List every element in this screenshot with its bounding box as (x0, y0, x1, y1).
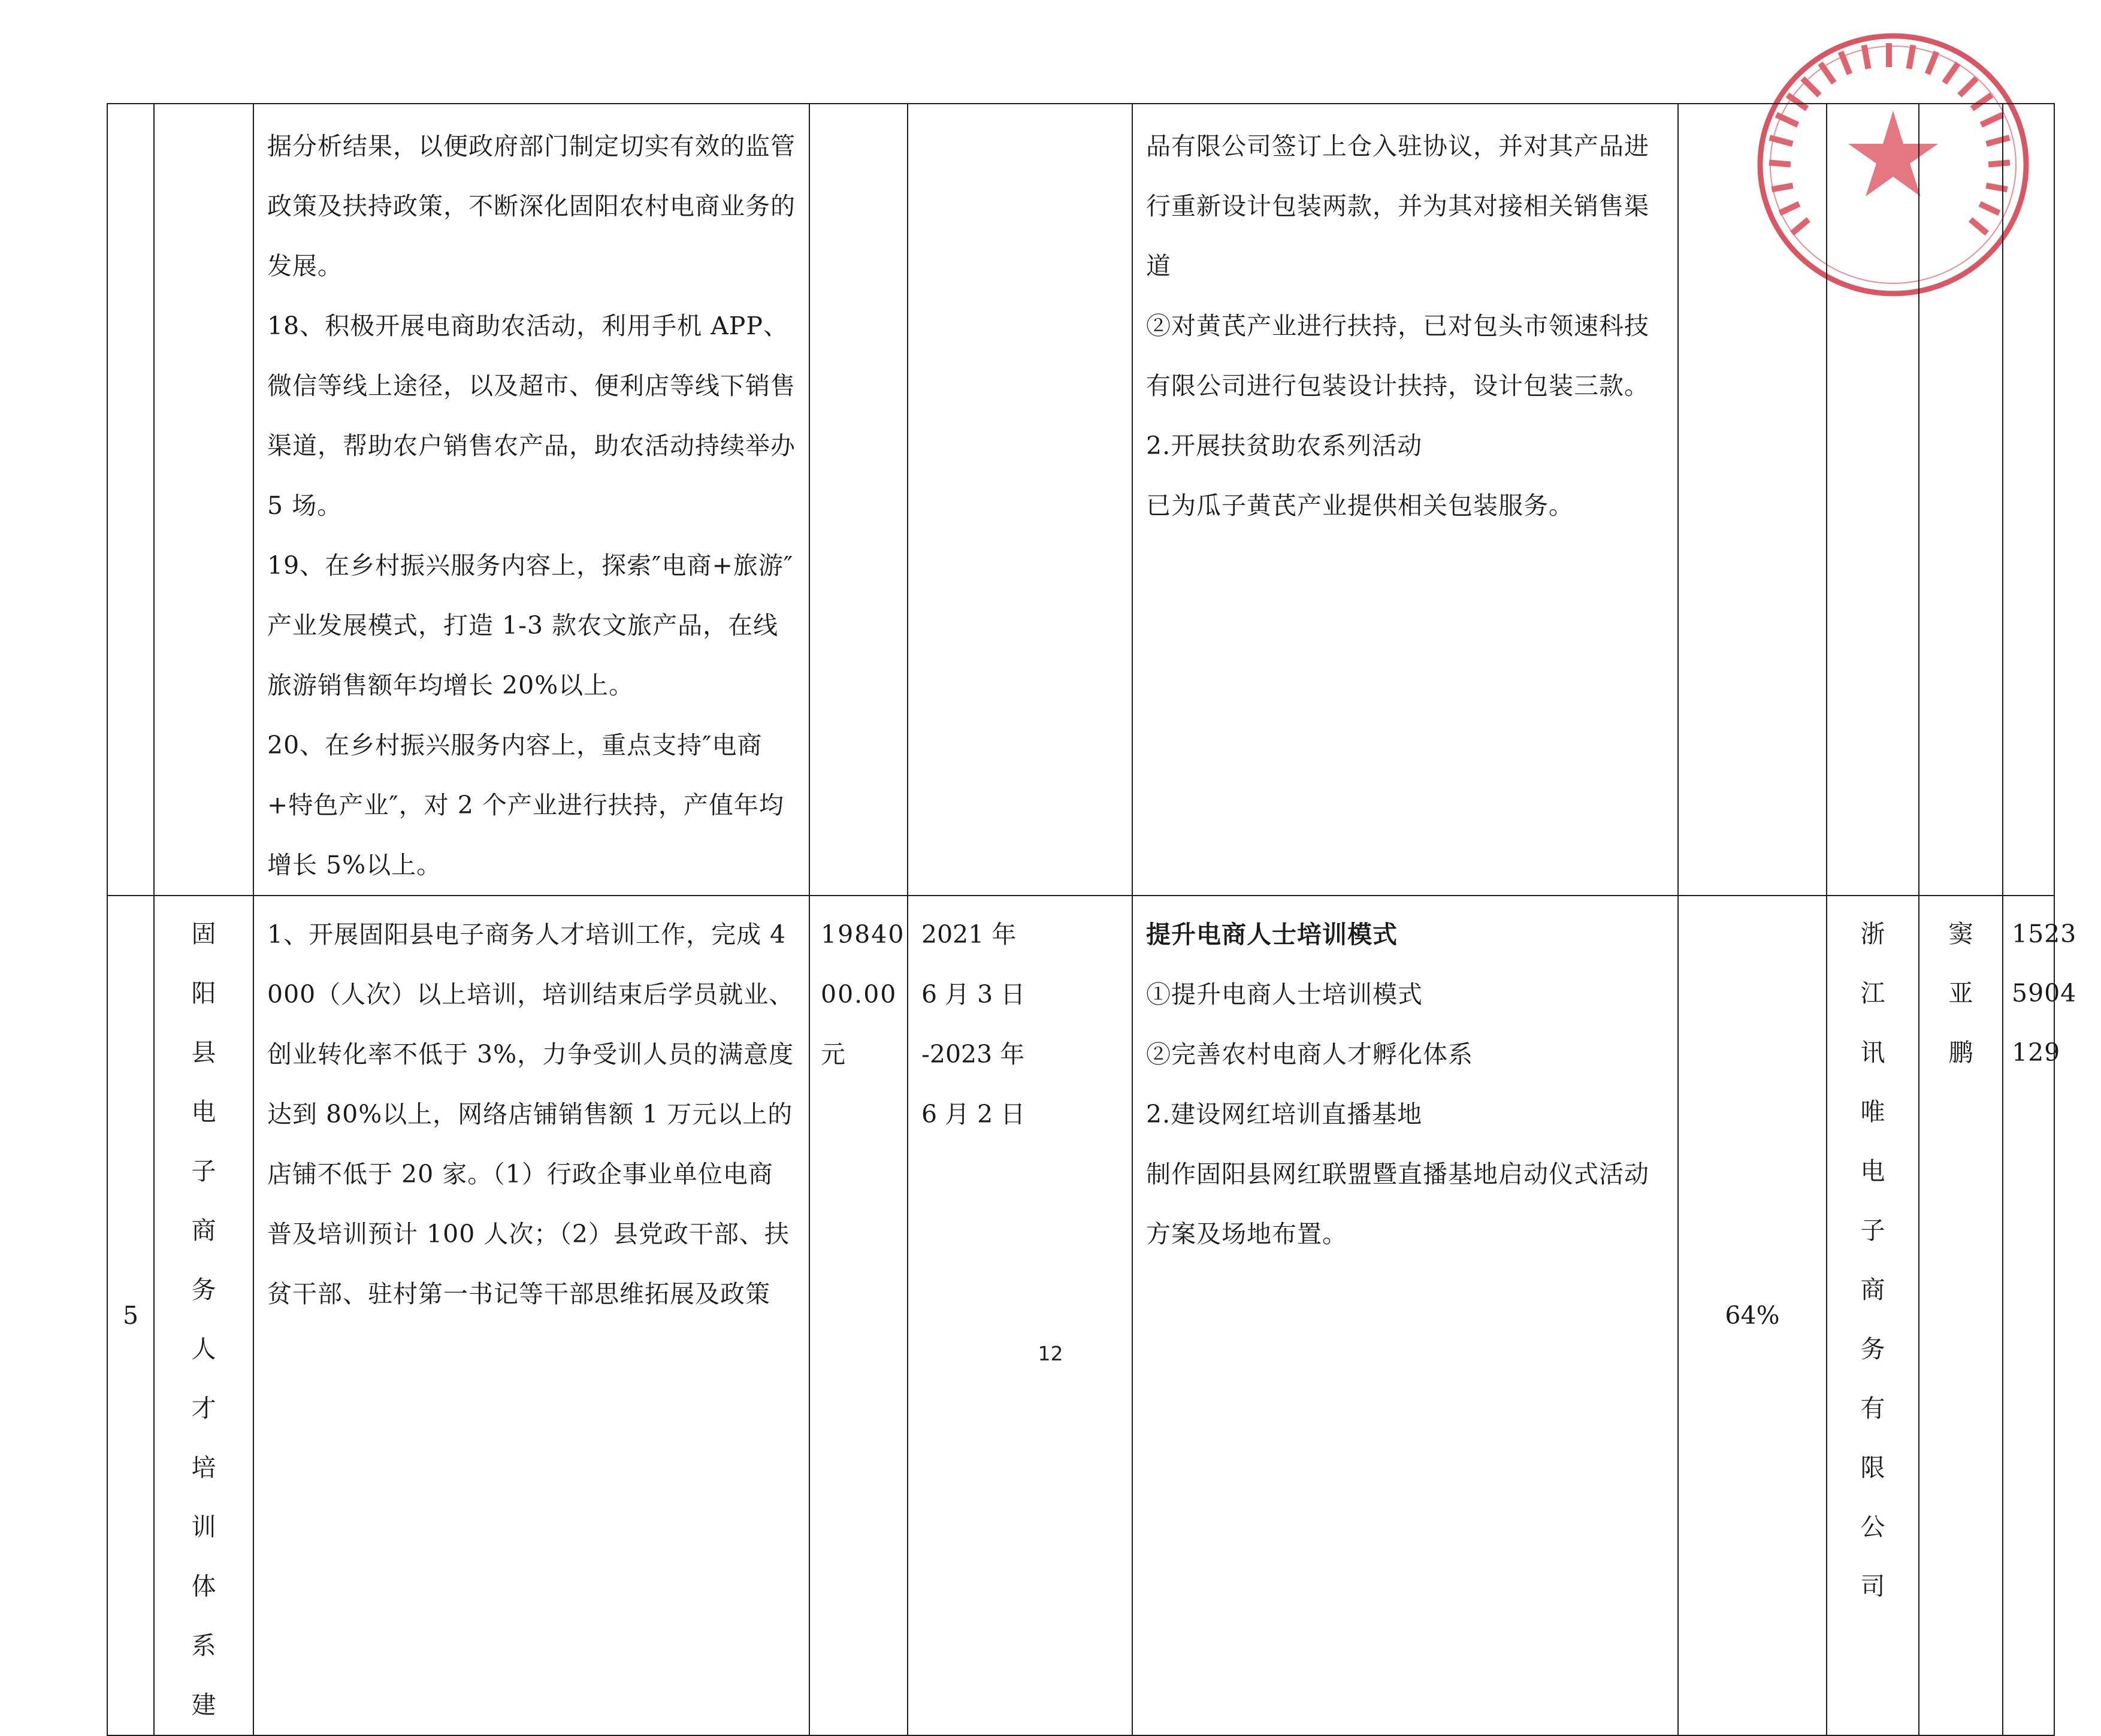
project-name-line: 子商 (191, 1157, 240, 1245)
cell-no (107, 104, 154, 896)
cell-progress (1132, 896, 1678, 1735)
period-line: 6 月 2 日 (921, 1100, 1026, 1129)
cell-contact (1919, 896, 2003, 1735)
task-text: 20、在乡村振兴服务内容上，重点支持″电商+特色产业″，对 2 个产业进行扶持，产值年均增长 5%以上。 (267, 731, 784, 879)
project-progress-table (107, 103, 2077, 1736)
amount-line: 元 (821, 1040, 847, 1069)
cell-phone (2003, 104, 2054, 896)
cell-tasks (253, 104, 809, 896)
project-name-line: 才培 (191, 1394, 240, 1482)
cell-period (908, 896, 1132, 1735)
company-line: 有限 (1860, 1394, 1907, 1482)
progress-text: ②完善农村电商人才孵化体系 (1146, 1040, 1473, 1069)
contact-line: 窦亚 (1948, 920, 1994, 1008)
cell-company (1827, 896, 1919, 1735)
cell-no: 5 (107, 896, 154, 1735)
progress-text: 品有限公司签订上仓入驻协议，并对其产品进行重新设计包装两款，并为其对接相关销售渠道 (1146, 132, 1649, 280)
progress-text: ②对黄芪产业进行扶持，已对包头市领速科技有限公司进行包装设计扶持，设计包装三款。 (1146, 311, 1649, 400)
company-line: 讯唯 (1860, 1038, 1907, 1126)
progress-text: 已为瓜子黄芪产业提供相关包装服务。 (1146, 491, 1574, 520)
project-name-line: 固阳 (191, 920, 240, 1008)
task-text: 18、积极开展电商助农活动，利用手机 APP、微信等线上途径，以及超市、便利店等线下销售渠道，帮助农户销售农产品，助农活动持续举办 5 场。 (267, 311, 796, 520)
company-line: 浙江 (1860, 920, 1907, 1008)
cell-period (908, 104, 1132, 896)
phone-line: 1523 (2012, 920, 2077, 948)
progress-text: ①提升电商人士培训模式 (1146, 980, 1423, 1009)
task-text: 19、在乡村振兴服务内容上，探索″电商+旅游″产业发展模式，打造 1-3 款农文旅产品，在线旅游销售额年均增长 20%以上。 (267, 551, 794, 700)
cell-progress (1132, 104, 1678, 896)
cell-tasks (253, 896, 809, 1735)
page-number: 12 (1038, 1342, 1063, 1365)
company-line: 商务 (1860, 1275, 1907, 1363)
cell-company (1827, 104, 1919, 896)
company-line: 公司 (1860, 1513, 1907, 1601)
progress-heading: 提升电商人士培训模式 (1146, 920, 1398, 949)
table-row-continued (107, 104, 2054, 896)
progress-text: 2.建设网红培训直播基地 (1146, 1100, 1423, 1129)
amount-line: 19840 (821, 920, 905, 949)
company-line: 电子 (1860, 1157, 1907, 1245)
project-name-line: 务人 (191, 1275, 240, 1363)
task-text: 据分析结果，以便政府部门制定切实有效的监管政策及扶持政策，不断深化固阳农村电商业务的发展。 (267, 132, 796, 280)
cell-amount (809, 104, 908, 896)
table-row (107, 896, 2054, 1735)
period-line: -2023 年 (921, 1040, 1025, 1069)
progress-text: 2.开展扶贫助农系列活动 (1146, 431, 1423, 460)
cell-project-name (154, 104, 253, 896)
amount-line: 00.00 (821, 980, 897, 1009)
progress-text: 制作固阳县网红联盟暨直播基地启动仪式活动方案及场地布置。 (1146, 1160, 1649, 1248)
phone-line: 129 (2012, 1038, 2061, 1067)
cell-phone (2003, 896, 2077, 1735)
cell-amount (809, 896, 908, 1735)
cell-contact (1919, 104, 2003, 896)
period-line: 6 月 3 日 (921, 980, 1026, 1009)
project-name-line: 训体 (191, 1513, 240, 1601)
project-name-line: 系建 (191, 1631, 240, 1719)
contact-line: 鹏 (1948, 1038, 1994, 1067)
period-line: 2021 年 (921, 920, 1017, 949)
cell-project-name (154, 896, 253, 1735)
task-text: 1、开展固阳县电子商务人才培训工作，完成 4000（人次）以上培训，培训结束后学员就业、创业转化率不低于 3%，力争受训人员的满意度达到 80%以上，网络店铺销售额 1 万元以上的店铺不低于 20 家。（1）行政企事业单位电商普及培训预计 100 人次；（2）县党政干部、扶贫干部、驻村第一书记等干部思维拓展及政策 (267, 920, 794, 1308)
cell-percent: 64% (1678, 896, 1827, 1735)
cell-percent (1678, 104, 1827, 896)
project-name-line: 县电 (191, 1038, 240, 1126)
phone-line: 5904 (2012, 979, 2077, 1008)
